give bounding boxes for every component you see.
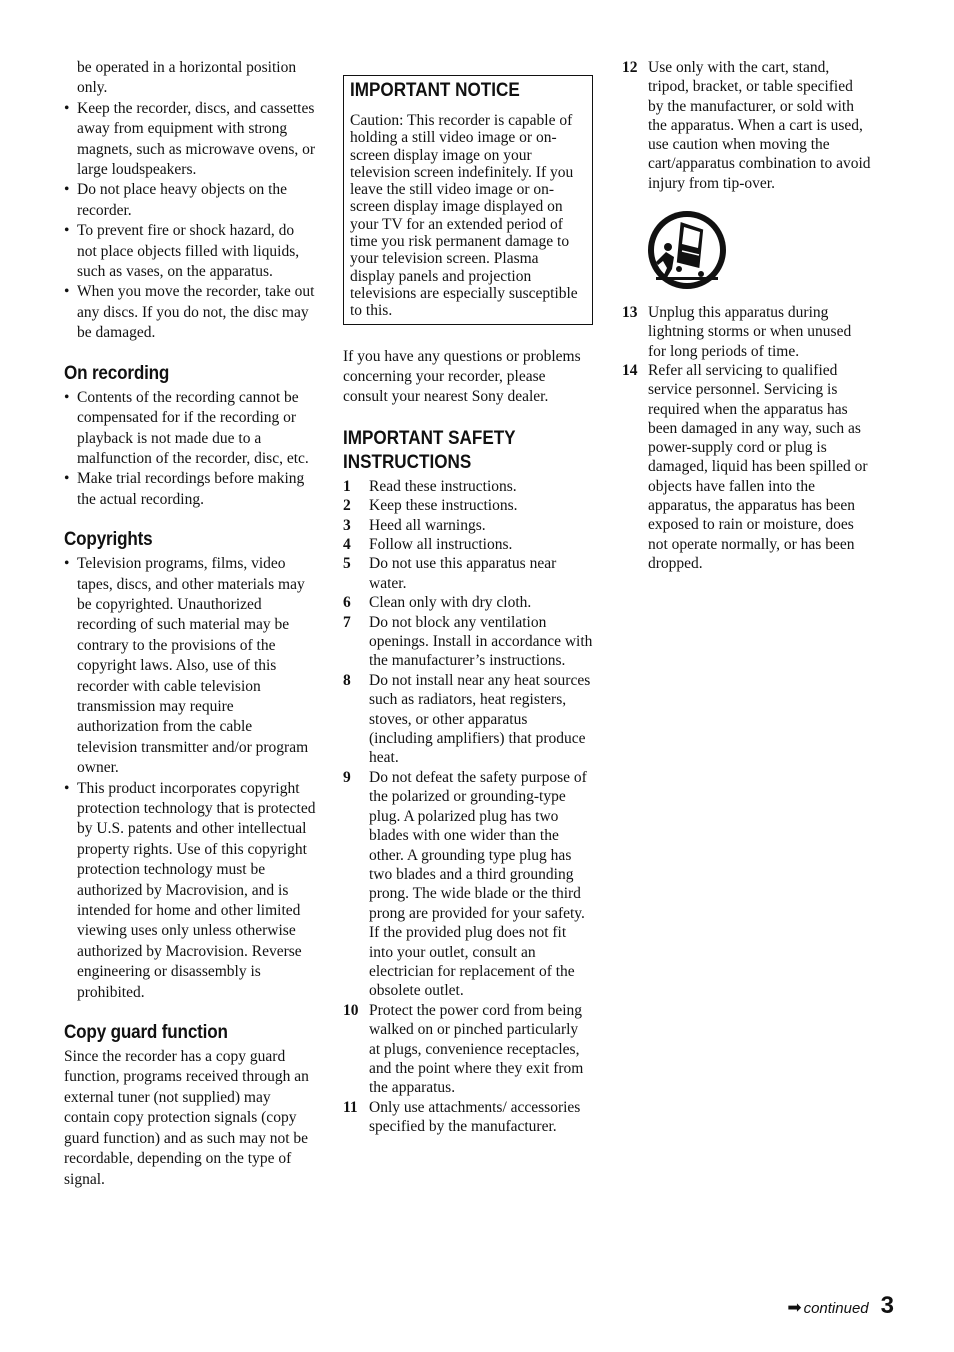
item-number: 6 [343,594,351,612]
item-number: 5 [343,555,351,573]
page-number: 3 [880,1292,894,1319]
cart-tip-over-warning-icon [646,207,728,293]
section-heading-copy-guard: Copy guard function [64,1022,228,1044]
section-heading-copyrights: Copyrights [64,529,153,551]
item-text: Follow all instructions. [369,536,513,553]
item-text: Do not block any ventilation openings. Install in accordance with the manufacturer’s instructions. [369,613,593,670]
list-item: • When you move the recorder, take out any discs. If you do not, the disc may be damaged. [64,282,316,343]
safety-instructions-list-continued [622,58,872,193]
intro-continuation: be operated in a horizontal position only. [77,59,297,97]
safety-instructions-list [343,477,593,1137]
list-item [622,58,872,193]
list-item [343,535,593,554]
item-number: 12 [622,59,638,76]
item-number: 13 [622,304,638,322]
item-number: 8 [343,671,351,689]
list-item [343,768,593,1001]
item-text: Heed all warnings. [369,516,486,534]
continued-label: continued [803,1300,869,1317]
list-item [343,1098,593,1137]
item-number: 11 [343,1098,358,1116]
questions-paragraph: If you have any questions or problems concerning your recorder, please consult your nearest Sony dealer. [343,347,581,406]
page-footer [787,1292,894,1319]
item-number: 2 [343,497,351,515]
item-number: 10 [343,1001,359,1019]
column-right [622,58,872,573]
on-recording-list [64,388,316,510]
important-notice-title: IMPORTANT NOTICE [350,80,520,101]
item-text: Unplug this apparatus during lightning storms or when unused for long periods of time. [648,304,852,360]
item-text: Clean only with dry cloth. [369,594,532,612]
column-left [64,58,316,1190]
item-number: 3 [343,516,351,534]
list-item [622,303,872,361]
list-item [343,516,593,535]
safety-instructions-list-continued-2 [622,303,872,573]
list-item: • To prevent fire or shock hazard, do not place objects filled with liquids, such as vases, on the apparatus. [64,221,316,282]
item-text: Do not defeat the safety purpose of the polarized or grounding-type plug. A polarized plug has two blades with one wider than the other. A grounding type plug has two blades and a third grounding prong. The wide blade or the third prong are provided for your safety. If the provided plug does not fit into your outlet, consult an electrician for replacement of the obsolete outlet. [369,768,587,1000]
item-number: 14 [622,361,638,379]
list-item: • Do not place heavy objects on the recorder. [64,180,316,221]
list-item [343,477,593,496]
list-item [343,613,593,671]
item-number: 1 [343,477,351,495]
list-item [343,1001,593,1098]
list-item [343,593,593,612]
copyrights-list [64,554,316,1003]
list-item [343,554,593,593]
item-text: Protect the power cord from being walked on or pinched particularly at plugs, convenience receptacles, and the point where they exit from the apparatus. [369,1001,584,1097]
item-number: 7 [343,613,351,631]
item-text: Only use attachments/ accessories specified by the manufacturer. [369,1098,581,1136]
list-item: • Television programs, films, video tapes, discs, and other materials may be copyrighted. Unauthorized recording of such material may be contrary to the provisions of the copyright laws. Also, use of this recorder with cable television transmission may require authorization from the cable television transmitter and/or program owner. [64,554,316,778]
list-item [622,361,872,573]
section-heading-on-recording: On recording [64,362,170,384]
item-text: Do not use this apparatus near water. [369,555,557,592]
copy-guard-paragraph: Since the recorder has a copy guard function, programs received through an external tuner (not supplied) may contain copy protection signals (copy guard function) and as such may not be recordable, depending on the type of signal. [64,1048,309,1188]
item-text: Refer all servicing to qualified service personnel. Servicing is required when the apparatus has been damaged in any way, such as power-supply cord or plug is damaged, liquid has been spilled or objects have fallen into the apparatus, the apparatus has been exposed to rain or moisture, does not operate normally, or has been dropped. [648,361,868,572]
important-notice-text: Caution: This recorder is capable of holding a still video image or on-screen display image on your television screen indefinitely. If you leave the still video image or on-screen display image displayed on your TV for an extended period of time you risk permanent damage to your television screen. Plasma display panels and projection televisions are especially susceptible to this. [350,112,578,320]
item-text: Read these instructions. [369,477,517,495]
list-item: • Make trial recordings before making the actual recording. [64,469,316,510]
column-middle [343,58,593,1137]
list-item [343,671,593,768]
list-item [343,496,593,515]
item-text: Use only with the cart, stand, tripod, bracket, or table specified by the manufacturer, or sold with the apparatus. When a cart is used, use caution when moving the cart/apparatus combination to avoid injury from tip-over. [648,59,871,192]
list-item: • This product incorporates copyright protection technology that is protected by U.S. patents and other intellectual property rights. Use of this copyright protection technology must be authorized by Macrovision, and is intended for home and other limited viewing uses only unless otherwise authorized by Macrovision. Reverse engineering or disassembly is prohibited. [64,779,316,1003]
list-item: • Contents of the recording cannot be compensated for if the recording or playback is not made due to a malfunction of the recorder, disc, etc. [64,388,316,470]
intro-bullet-list [64,99,316,344]
list-item: • Keep the recorder, discs, and cassettes away from equipment with strong magnets, such as microwave ovens, or large loudspeakers. [64,99,316,181]
item-number: 4 [343,536,351,553]
section-heading-safety-instructions: IMPORTANT SAFETY INSTRUCTIONS [343,427,516,473]
item-text: Do not install near any heat sources such as radiators, heat registers, stoves, or other apparatus (including amplifiers) that produce heat. [369,671,591,767]
right-arrow-icon: ➡ [787,1298,802,1318]
important-notice-box [343,75,593,325]
item-text: Keep these instructions. [369,497,518,515]
item-number: 9 [343,768,351,786]
